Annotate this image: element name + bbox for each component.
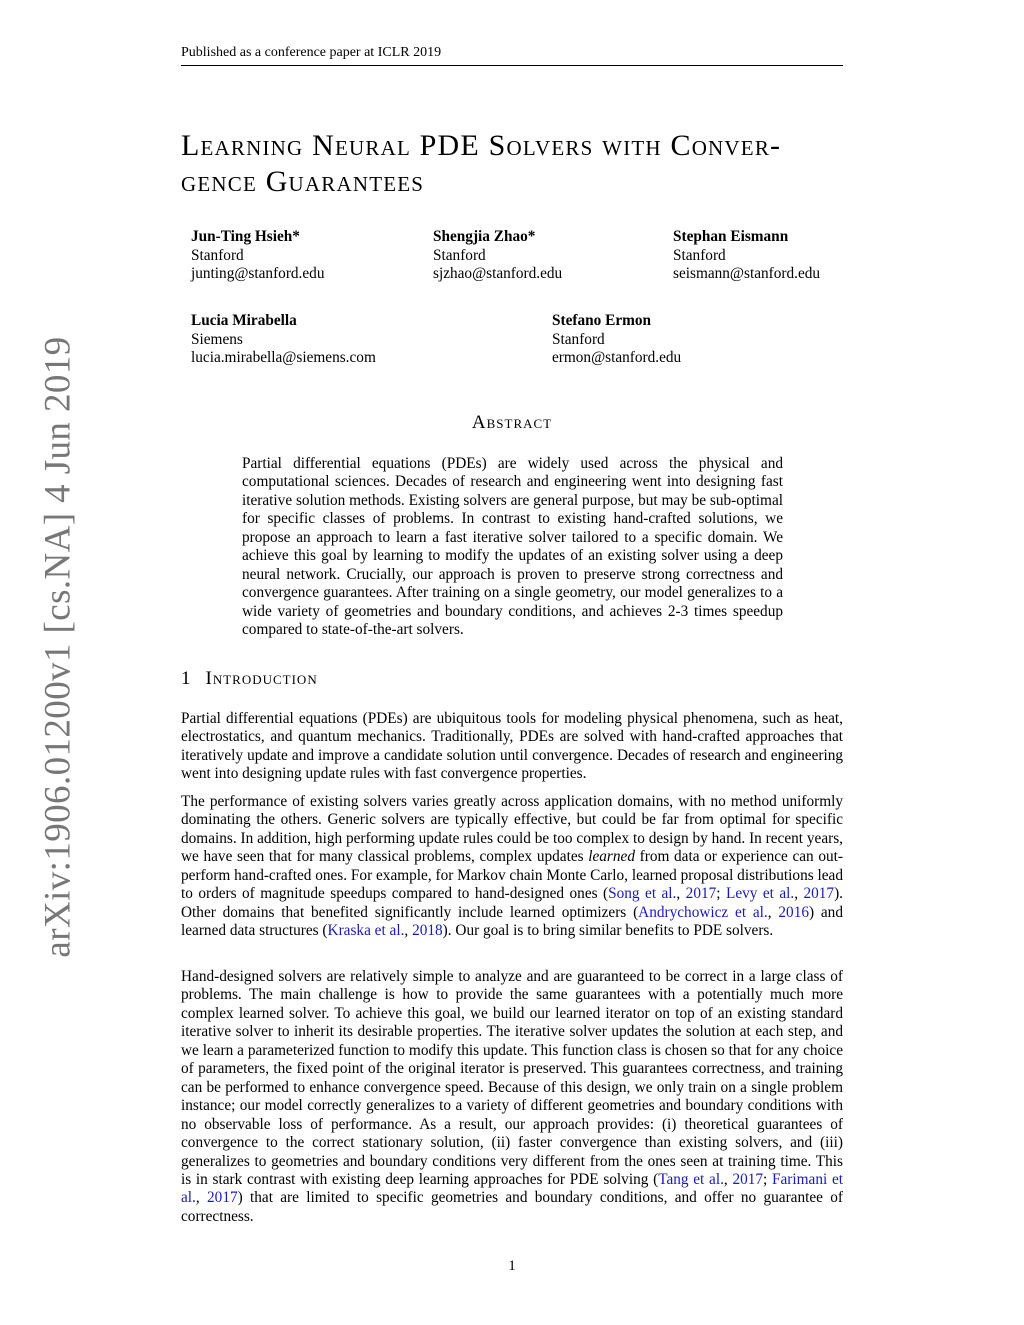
text-span: ) and learned data structures ( (181, 903, 843, 940)
author-block (191, 228, 324, 284)
emphasis: learned (588, 848, 635, 866)
citation-link[interactable]: Andrychowicz et al. (638, 903, 768, 921)
author-affiliation: Stanford (673, 246, 726, 264)
citation-link[interactable]: Song et al. (608, 885, 677, 903)
header-rule (181, 65, 843, 66)
citation-year-link[interactable]: 2017 (685, 885, 717, 903)
author-block (552, 312, 681, 368)
section-number: 1 (181, 668, 192, 689)
title-line-1: Learning Neural PDE Solvers with Conver- (181, 129, 782, 162)
citation-year-link[interactable]: 2017 (207, 1189, 238, 1207)
author-email: lucia.mirabella@siemens.com (191, 349, 376, 366)
author-email: ermon@stanford.edu (552, 349, 682, 366)
text-span: from data or experience can out-perform hand-crafted ones. For example, for Markov chain Monte Carlo, learned proposal distributions lead to orders of magnitude speedups compared to hand-designed ones ( (181, 848, 843, 903)
author-name: Stefano Ermon (552, 312, 652, 329)
text-span: ) that are limited to specific geometries and boundary conditions, and offer no guarantee of correctness. (181, 1189, 843, 1225)
author-email: junting@stanford.edu (191, 265, 325, 282)
author-name: Jun-Ting Hsieh* (191, 228, 300, 245)
section-heading (181, 668, 318, 690)
author-name: Shengjia Zhao* (433, 228, 536, 245)
author-affiliation: Stanford (433, 246, 486, 264)
conference-header: Published as a conference paper at ICLR 2019 (181, 45, 442, 60)
text-span: ). Our goal is to bring similar benefits to PDE solvers. (442, 922, 774, 940)
author-name: Stephan Eismann (673, 228, 789, 245)
author-affiliation: Stanford (552, 330, 605, 348)
abstract-heading: Abstract (471, 412, 553, 433)
text-span: The performance of existing solvers varies greatly across application domains, with no method uniformly dominating the others. Generic solvers are typically effective, but could be far from optimal for specific domains. In addition, high performing update rules could be too complex to design by hand. In recent years, we have seen that for many classical problems, complex updates (181, 793, 843, 866)
intro-paragraph-2: The performance of existing solvers varies greatly across application domains, with no method uniformly dominating the others. Generic solvers are typically effective, but could be far from optimal for specific domains. In addition, high performing update rules could be too complex to design by hand. In recent years, we have seen that for many classical problems, complex updates learned from data or experience can out-perform hand-crafted ones. For example, for Markov chain Monte Carlo, learned proposal distributions lead to orders of magnitude speedups compared to hand-designed ones (Song et al., 2017; Levy et al., 2017). Other domains that benefited significantly include learned optimizers (Andrychowicz et al., 2016) and learned data structures (Kraska et al., 2018). Our goal is to bring similar benefits to PDE solvers. (181, 793, 843, 940)
paper-title (181, 128, 846, 200)
section-title: Introduction (205, 668, 318, 689)
citation-year-link[interactable]: 2017 (803, 885, 835, 903)
page-number: 1 (508, 1258, 516, 1274)
text-span: ). Other domains that benefited significantly include learned optimizers ( (181, 885, 843, 921)
author-email: seismann@stanford.edu (673, 265, 821, 282)
author-email: sjzhao@stanford.edu (433, 265, 563, 282)
citation-year-link[interactable]: 2016 (778, 903, 809, 921)
citation-link[interactable]: Farimani et al. (181, 1170, 843, 1207)
citation-year-link[interactable]: 2017 (732, 1170, 764, 1188)
arxiv-stamp: arXiv:1906.01200v1 [cs.NA] 4 Jun 2019 (37, 336, 79, 958)
citation-year-link[interactable]: 2018 (412, 922, 443, 940)
author-block (191, 312, 376, 368)
text-span: Hand-designed solvers are relatively simple to analyze and are guaranteed to be correct in a large class of problems. The main challenge is how to provide the same guarantees with a potentially much more complex learned solver. To achieve this goal, we build our learned iterator on top of an existing standard iterative solver to inherit its desirable properties. The iterative solver updates the solution at each step, and we learn a parameterized function to modify this update. This function class is chosen so that for any choice of parameters, the fixed point of the original iterator is preserved. This guarantees correctness, and training can be performed to enhance convergence speed. Because of this design, we only train on a single problem instance; our model correctly generalizes to a variety of different geometries and boundary conditions with no observable loss of performance. As a result, our approach provides: (i) theoretical guarantees of convergence to the correct stationary solution, (ii) faster convergence than existing solvers, and (iii) generalizes to geometries and boundary conditions very different from the ones seen at training time. This is in stark contrast with existing deep learning approaches for PDE solving ( (181, 968, 843, 1188)
author-block (433, 228, 562, 284)
author-affiliation: Stanford (191, 246, 244, 264)
intro-paragraph-1: Partial differential equations (PDEs) are ubiquitous tools for modeling physical phenomena, such as heat, electrostatics, and quantum mechanics. Traditionally, PDEs are solved with hand-crafted approaches that iteratively update and improve a candidate solution until convergence. Decades of research and engineering went into designing update rules with fast convergence properties. (181, 710, 843, 783)
author-name: Lucia Mirabella (191, 312, 297, 329)
title-line-2: gence Guarantees (181, 165, 425, 198)
author-affiliation: Siemens (191, 330, 243, 348)
citation-link[interactable]: Levy et al. (725, 885, 795, 903)
author-block (673, 228, 820, 284)
citation-link[interactable]: Kraska et al. (327, 922, 405, 940)
citation-link[interactable]: Tang et al. (658, 1170, 724, 1188)
abstract-text: Partial differential equations (PDEs) are widely used across the physical and computational sciences. Decades of research and engineering went into designing fast iterative solution methods. Existing solvers are general purpose, but may be sub-optimal for specific classes of problems. In contrast to existing hand-crafted solutions, we propose an approach to learn a fast iterative solver tailored to a specific domain. We achieve this goal by learning to modify the updates of an existing solver using a deep neural network. Crucially, our approach is proven to preserve strong correctness and convergence guarantees. After training on a single geometry, our model generalizes to a wide variety of geometries and boundary conditions, and achieves 2-3 times speedup compared to state-of-the-art solvers. (242, 455, 783, 639)
intro-paragraph-3: Hand-designed solvers are relatively simple to analyze and are guaranteed to be correct in a large class of problems. The main challenge is how to provide the same guarantees with a potentially much more complex learned solver. To achieve this goal, we build our learned iterator on top of an existing standard iterative solver to inherit its desirable properties. The iterative solver updates the solution at each step, and we learn a parameterized function to modify this update. This function class is chosen so that for any choice of parameters, the fixed point of the original iterator is preserved. This guarantees correctness, and training can be performed to enhance convergence speed. Because of this design, we only train on a single problem instance; our model correctly generalizes to a variety of different geometries and boundary conditions with no observable loss of performance. As a result, our approach provides: (i) theoretical guarantees of convergence to the correct stationary solution, (ii) faster convergence than existing solvers, and (iii) generalizes to geometries and boundary conditions very different from the ones seen at training time. This is in stark contrast with existing deep learning approaches for PDE solving (Tang et al., 2017; Farimani et al., 2017) that are limited to specific geometries and boundary conditions, and offer no guarantee of correctness. (181, 968, 843, 1225)
